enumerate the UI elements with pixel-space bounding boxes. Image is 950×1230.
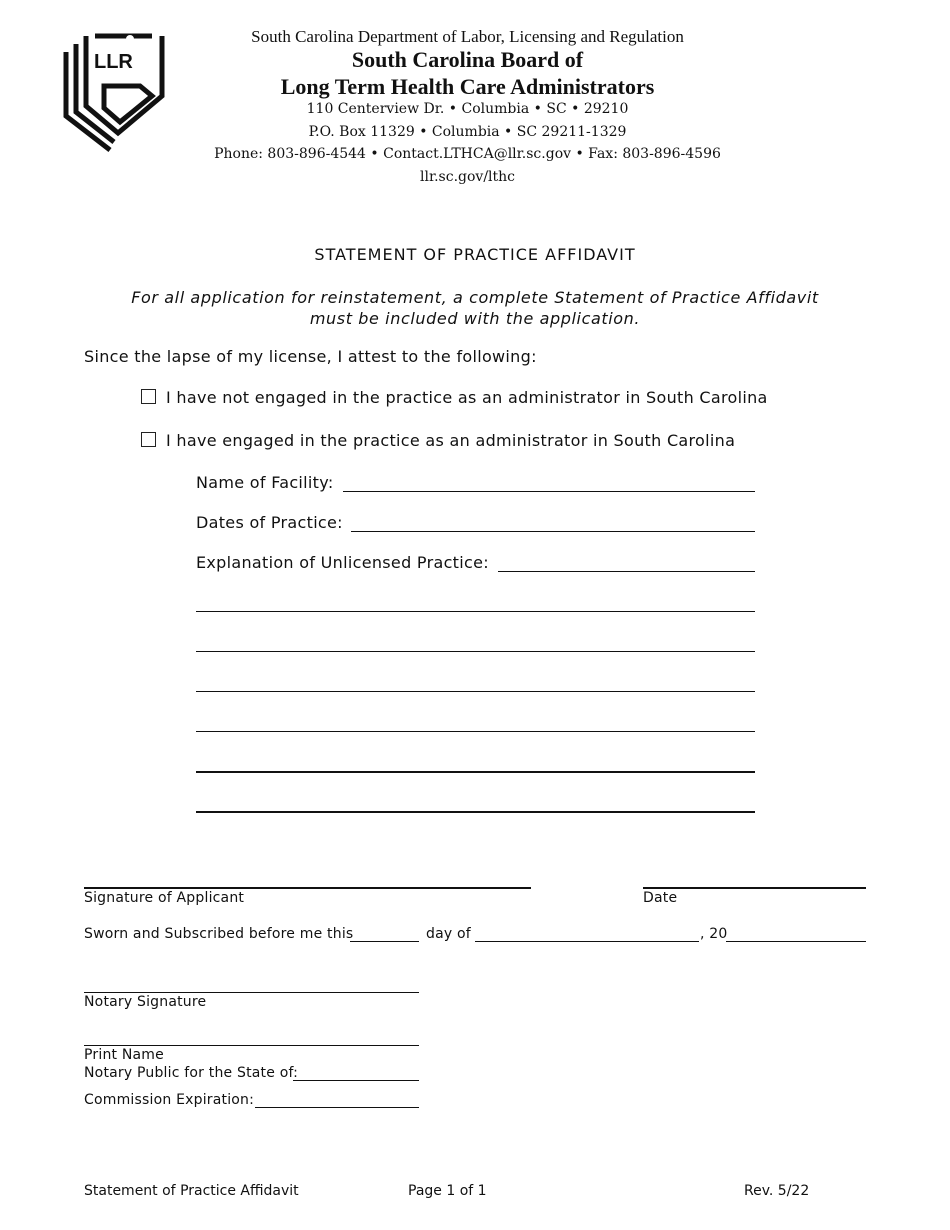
board-name-line1: South Carolina Board of bbox=[351, 47, 584, 72]
facility-field[interactable] bbox=[343, 491, 755, 492]
notary-signature-label: Notary Signature bbox=[84, 994, 207, 1010]
sworn-year-field[interactable] bbox=[726, 941, 866, 942]
explanation-line[interactable] bbox=[196, 811, 755, 813]
applicant-signature-label: Signature of Applicant bbox=[84, 890, 245, 906]
sworn-day-field[interactable] bbox=[350, 941, 419, 942]
option-engaged[interactable] bbox=[141, 431, 735, 450]
explanation-line[interactable] bbox=[196, 611, 755, 612]
facility-label: Name of Facility: bbox=[196, 473, 334, 492]
sworn-year-prefix: , 20 bbox=[700, 926, 728, 942]
notary-state-field[interactable] bbox=[293, 1080, 419, 1081]
sworn-day-of: day of bbox=[426, 926, 471, 942]
checkbox-engaged[interactable] bbox=[141, 432, 156, 447]
llr-logo bbox=[62, 30, 170, 154]
contact-info: Phone: 803-896-4544 • Contact.LTHCA@llr.sc.gov • Fax: 803-896-4596 bbox=[214, 146, 721, 162]
attestation-intro: Since the lapse of my license, I attest to the following: bbox=[84, 347, 537, 366]
explanation-line[interactable] bbox=[196, 651, 755, 652]
option-engaged-label: I have engaged in the practice as an administrator in South Carolina bbox=[166, 431, 736, 450]
explanation-line[interactable] bbox=[196, 771, 755, 773]
sworn-month-field[interactable] bbox=[475, 941, 699, 942]
checkbox-not-engaged[interactable] bbox=[141, 389, 156, 404]
footer-page-number: Page 1 of 1 bbox=[408, 1183, 487, 1199]
applicant-signature-field[interactable] bbox=[84, 887, 531, 889]
explanation-label: Explanation of Unlicensed Practice: bbox=[196, 553, 489, 572]
print-name-field[interactable] bbox=[84, 1045, 419, 1046]
footer-doc-name: Statement of Practice Affidavit bbox=[84, 1183, 299, 1199]
date-field[interactable] bbox=[643, 887, 866, 889]
department-name: South Carolina Department of Labor, Licensing and Regulation bbox=[251, 27, 684, 46]
notary-signature-field[interactable] bbox=[84, 992, 419, 993]
instruction-note-line2: must be included with the application. bbox=[309, 309, 641, 328]
commission-field[interactable] bbox=[255, 1107, 419, 1108]
po-box-address: P.O. Box 11329 • Columbia • SC 29211-1329 bbox=[308, 124, 627, 140]
instruction-note bbox=[0, 287, 950, 329]
website: llr.sc.gov/lthc bbox=[419, 169, 515, 185]
sworn-prefix: Sworn and Subscribed before me this bbox=[84, 926, 354, 942]
commission-label: Commission Expiration: bbox=[84, 1092, 255, 1108]
board-name-line2: Long Term Health Care Administrators bbox=[280, 74, 655, 99]
notary-state-label: Notary Public for the State of: bbox=[84, 1065, 299, 1081]
dates-field[interactable] bbox=[351, 531, 755, 532]
explanation-line[interactable] bbox=[196, 691, 755, 692]
print-name-label: Print Name bbox=[84, 1047, 164, 1063]
date-label: Date bbox=[643, 890, 678, 906]
explanation-line[interactable] bbox=[196, 731, 755, 732]
footer-revision: Rev. 5/22 bbox=[744, 1183, 810, 1199]
dates-label: Dates of Practice: bbox=[196, 513, 343, 532]
llr-logo-text: LLR bbox=[94, 51, 133, 73]
explanation-field[interactable] bbox=[498, 571, 755, 572]
option-not-engaged-label: I have not engaged in the practice as an administrator in South Carolina bbox=[166, 388, 768, 407]
instruction-note-line1: For all application for reinstatement, a complete Statement of Practice Affidavit bbox=[131, 288, 819, 307]
street-address: 110 Centerview Dr. • Columbia • SC • 29210 bbox=[306, 101, 629, 117]
option-not-engaged[interactable] bbox=[141, 388, 768, 407]
form-title: STATEMENT OF PRACTICE AFFIDAVIT bbox=[314, 245, 636, 264]
